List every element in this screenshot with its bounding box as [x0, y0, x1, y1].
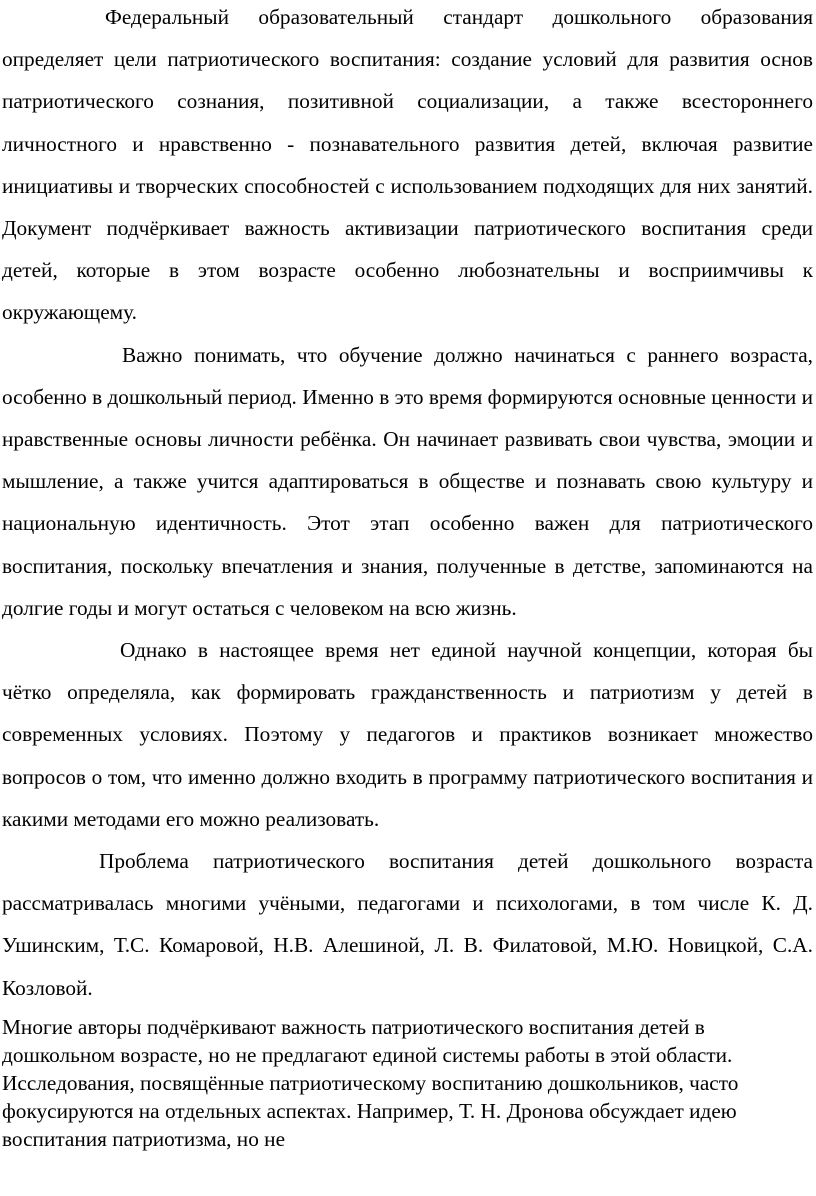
paragraph-researchers: Проблема патриотического воспитания детей дошкольного возраста рассматривалась многими учёными, педагогами и психологами, в том числе К. Д. Ушинским, Т.С. Комаровой, Н.В. Алешиной, Л. В. Филатовой, М.Ю. Новицкой, С.А. Козловой.	[2, 849, 813, 1000]
paragraph-fgos: Федеральный образовательный стандарт дошкольного образования определяет цели патриотического воспитания: создание условий для развития основ патриотического сознания, позитивной социализации, а также всестороннего личностного и нравственно - познавательного развития детей, включая развитие инициативы и творческих способностей с использованием подходящих для них занятий. Документ подчёркивает важность активизации патриотического воспитания среди детей, которые в этом возрасте особенно любознательны и восприимчивы к окружающему.	[2, 5, 813, 325]
paragraph-early-age: Важно понимать, что обучение должно начинаться с раннего возраста, особенно в дошкольный период. Именно в это время формируются основные ценности и нравственные основы личности ребёнка. Он начинает развивать свои чувства, эмоции и мышление, а также учится адаптироваться в обществе и познавать свою культуру и национальную идентичность. Этот этап особенно важен для патриотического воспитания, поскольку впечатления и знания, полученные в детстве, запоминаются на долгие годы и могут остаться с человеком на всю жизнь.	[2, 342, 813, 620]
paragraph-no-concept: Однако в настоящее время нет единой научной концепции, которая бы чётко определяла, как формировать гражданственность и патриотизм у детей в современных условиях. Поэтому у педагогов и практиков возникает множество вопросов о том, что именно должно входить в программу патриотического воспитания и какими методами его можно реализовать.	[2, 638, 813, 831]
paragraph-authors: Многие авторы подчёркивают важность патриотического воспитания детей в дошкольном возрасте, но не предлагают единой системы работы в этой области. Исследования, посвящённые патриотическому воспитанию дошкольников, часто фокусируются на отдельных аспектах. Например, Т. Н. Дронова обсуждает идею воспитания патриотизма, но не	[2, 1014, 739, 1151]
